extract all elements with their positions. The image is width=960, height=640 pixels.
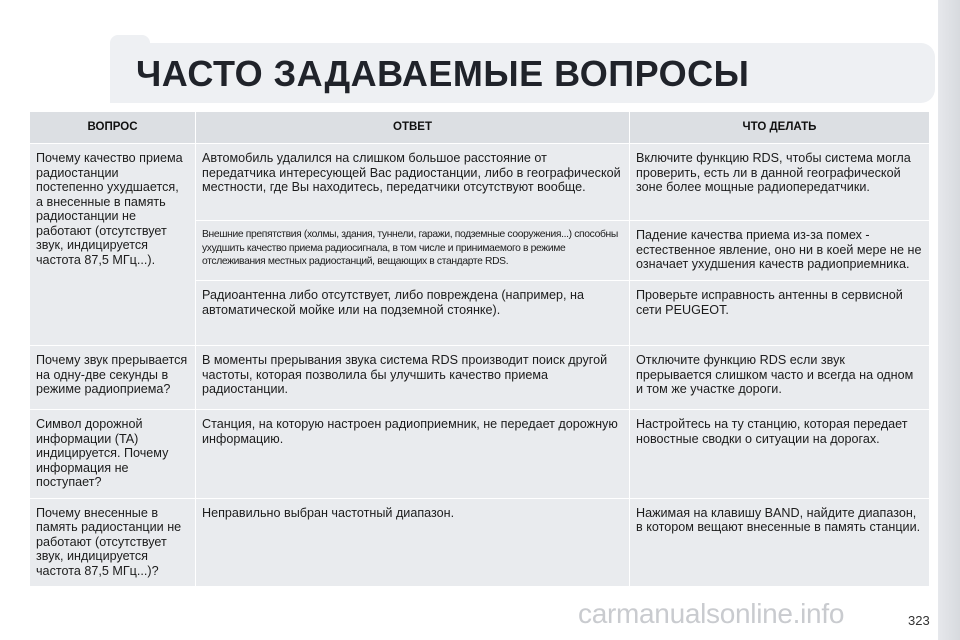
question-cell: Символ дорожной информации (TA) индицируется. Почему информация не поступает? [30,410,196,499]
table-row [30,144,930,221]
answer-cell: Внешние препятствия (холмы, здания, туннели, гаражи, подземные сооружения...) способны ухудшить качество приема радиосигнала, в том числе и принимаемого в режиме отслеживания местных радиостанций, вещающих в стандарте RDS. [196,221,630,281]
watermark-text: carmanualsonline.info [578,598,845,629]
table-row [30,498,930,587]
column-header-action: ЧТО ДЕЛАТЬ [630,112,930,144]
answer-cell: Автомобиль удалился на слишком большое расстояние от передатчика интересующей Вас радиостанции, либо в географической местности, где Вы находитесь, передатчики отсутствуют вообще. [196,144,630,221]
answer-cell: Станция, на которую настроен радиоприемник, не передает дорожную информацию. [196,410,630,499]
question-cell: Почему качество приема радиостанции постепенно ухудшается, а внесенные в память радиостанции не работают (отсутствует звук, индицируется частота 87,5 МГц...). [30,144,196,346]
page-number: 323 [908,613,930,628]
answer-cell: Радиоантенна либо отсутствует, либо повреждена (например, на автоматической мойке или на подземной стоянке). [196,281,630,346]
side-strip [938,0,960,640]
table-row [30,346,930,410]
action-cell: Включите функцию RDS, чтобы система могла проверить, есть ли в данной географической зоне более мощные радиопередатчики. [630,144,930,221]
action-cell: Нажимая на клавишу BAND, найдите диапазон, в котором вещают внесенные в память станции. [630,498,930,587]
question-cell: Почему звук прерывается на одну-две секунды в режиме радиоприема? [30,346,196,410]
action-cell: Проверьте исправность антенны в сервисной сети PEUGEOT. [630,281,930,346]
action-cell: Падение качества приема из-за помех - естественное явление, оно ни в коей мере не не означает ухудшения качеств радиоприемника. [630,221,930,281]
table-header-row [30,112,930,144]
question-cell: Почему внесенные в память радиостанции не работают (отсутствует звук, индицируется частота 87,5 МГц...)? [30,498,196,587]
column-header-question: ВОПРОС [30,112,196,144]
page-title: ЧАСТО ЗАДАВАЕМЫЕ ВОПРОСЫ [136,53,750,94]
action-cell: Настройтесь на ту станцию, которая передает новостные сводки о ситуации на дорогах. [630,410,930,499]
answer-cell: Неправильно выбран частотный диапазон. [196,498,630,587]
action-cell: Отключите функцию RDS если звук прерывается слишком часто и всегда на одном и том же участке дороги. [630,346,930,410]
answer-cell: В моменты прерывания звука система RDS производит поиск другой частоты, которая позволила бы улучшить качество приема радиостанции. [196,346,630,410]
column-header-answer: ОТВЕТ [196,112,630,144]
faq-table [29,111,930,587]
table-row [30,410,930,499]
